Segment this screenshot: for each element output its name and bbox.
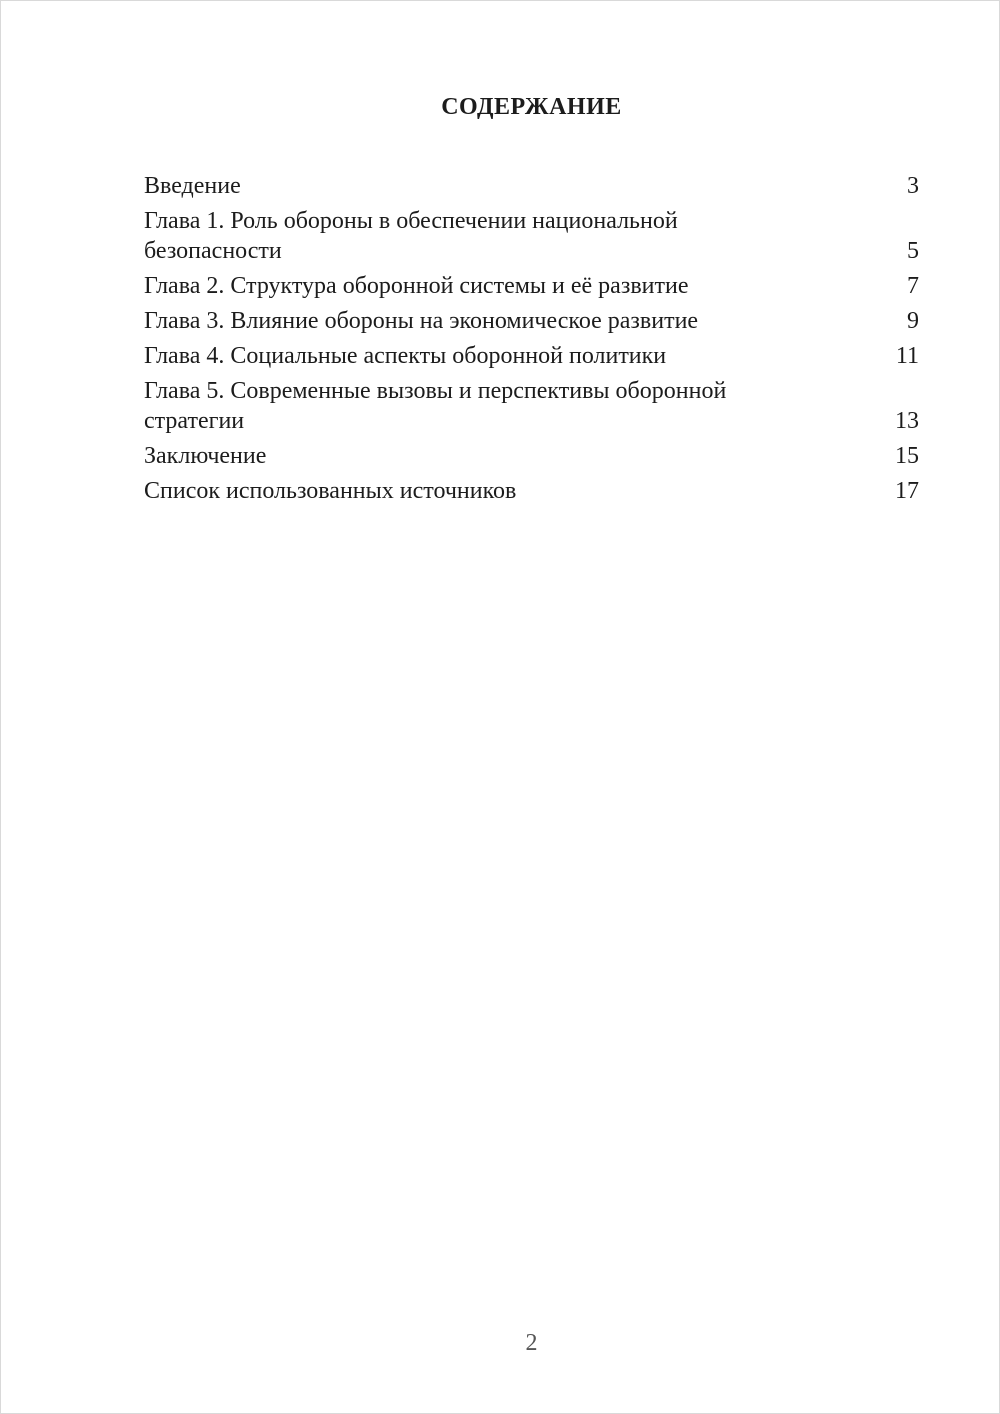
page-content <box>144 1 919 506</box>
toc-entry-page-number: 3 <box>907 173 919 199</box>
toc-entry-label: Глава 5. Современные вызовы и перспективы оборонной стратегии <box>144 378 727 434</box>
toc-entry-page-number: 17 <box>895 478 919 504</box>
toc-entry-label: Глава 3. Влияние обороны на экономическое развитие <box>144 308 699 334</box>
toc-entry <box>144 376 919 436</box>
toc-entry <box>144 341 919 371</box>
toc-entry-label: Глава 4. Социальные аспекты оборонной политики <box>144 343 667 369</box>
toc-entry-label: Глава 2. Структура оборонной системы и её развитие <box>144 273 689 299</box>
toc-entry-page-number: 9 <box>907 308 919 334</box>
page-title: СОДЕРЖАНИЕ <box>441 94 622 120</box>
toc-entry <box>144 476 919 506</box>
toc-entry <box>144 441 919 471</box>
toc-entry <box>144 206 919 266</box>
toc-entry-page-number: 13 <box>895 408 919 434</box>
table-of-contents <box>144 171 919 506</box>
page-footer-number: 2 <box>525 1330 538 1356</box>
toc-entry <box>144 306 919 336</box>
toc-entry-label: Заключение <box>144 443 267 469</box>
toc-entry-page-number: 5 <box>907 238 919 264</box>
toc-entry-label: Глава 1. Роль обороны в обеспечении национальной безопасности <box>144 208 678 264</box>
toc-entry-label: Список использованных источников <box>144 478 517 504</box>
toc-entry <box>144 271 919 301</box>
toc-entry-page-number: 11 <box>895 343 919 369</box>
toc-entry-page-number: 15 <box>895 443 919 469</box>
toc-entry-label: Введение <box>144 173 241 199</box>
toc-entry <box>144 171 919 201</box>
toc-entry-page-number: 7 <box>907 273 919 299</box>
